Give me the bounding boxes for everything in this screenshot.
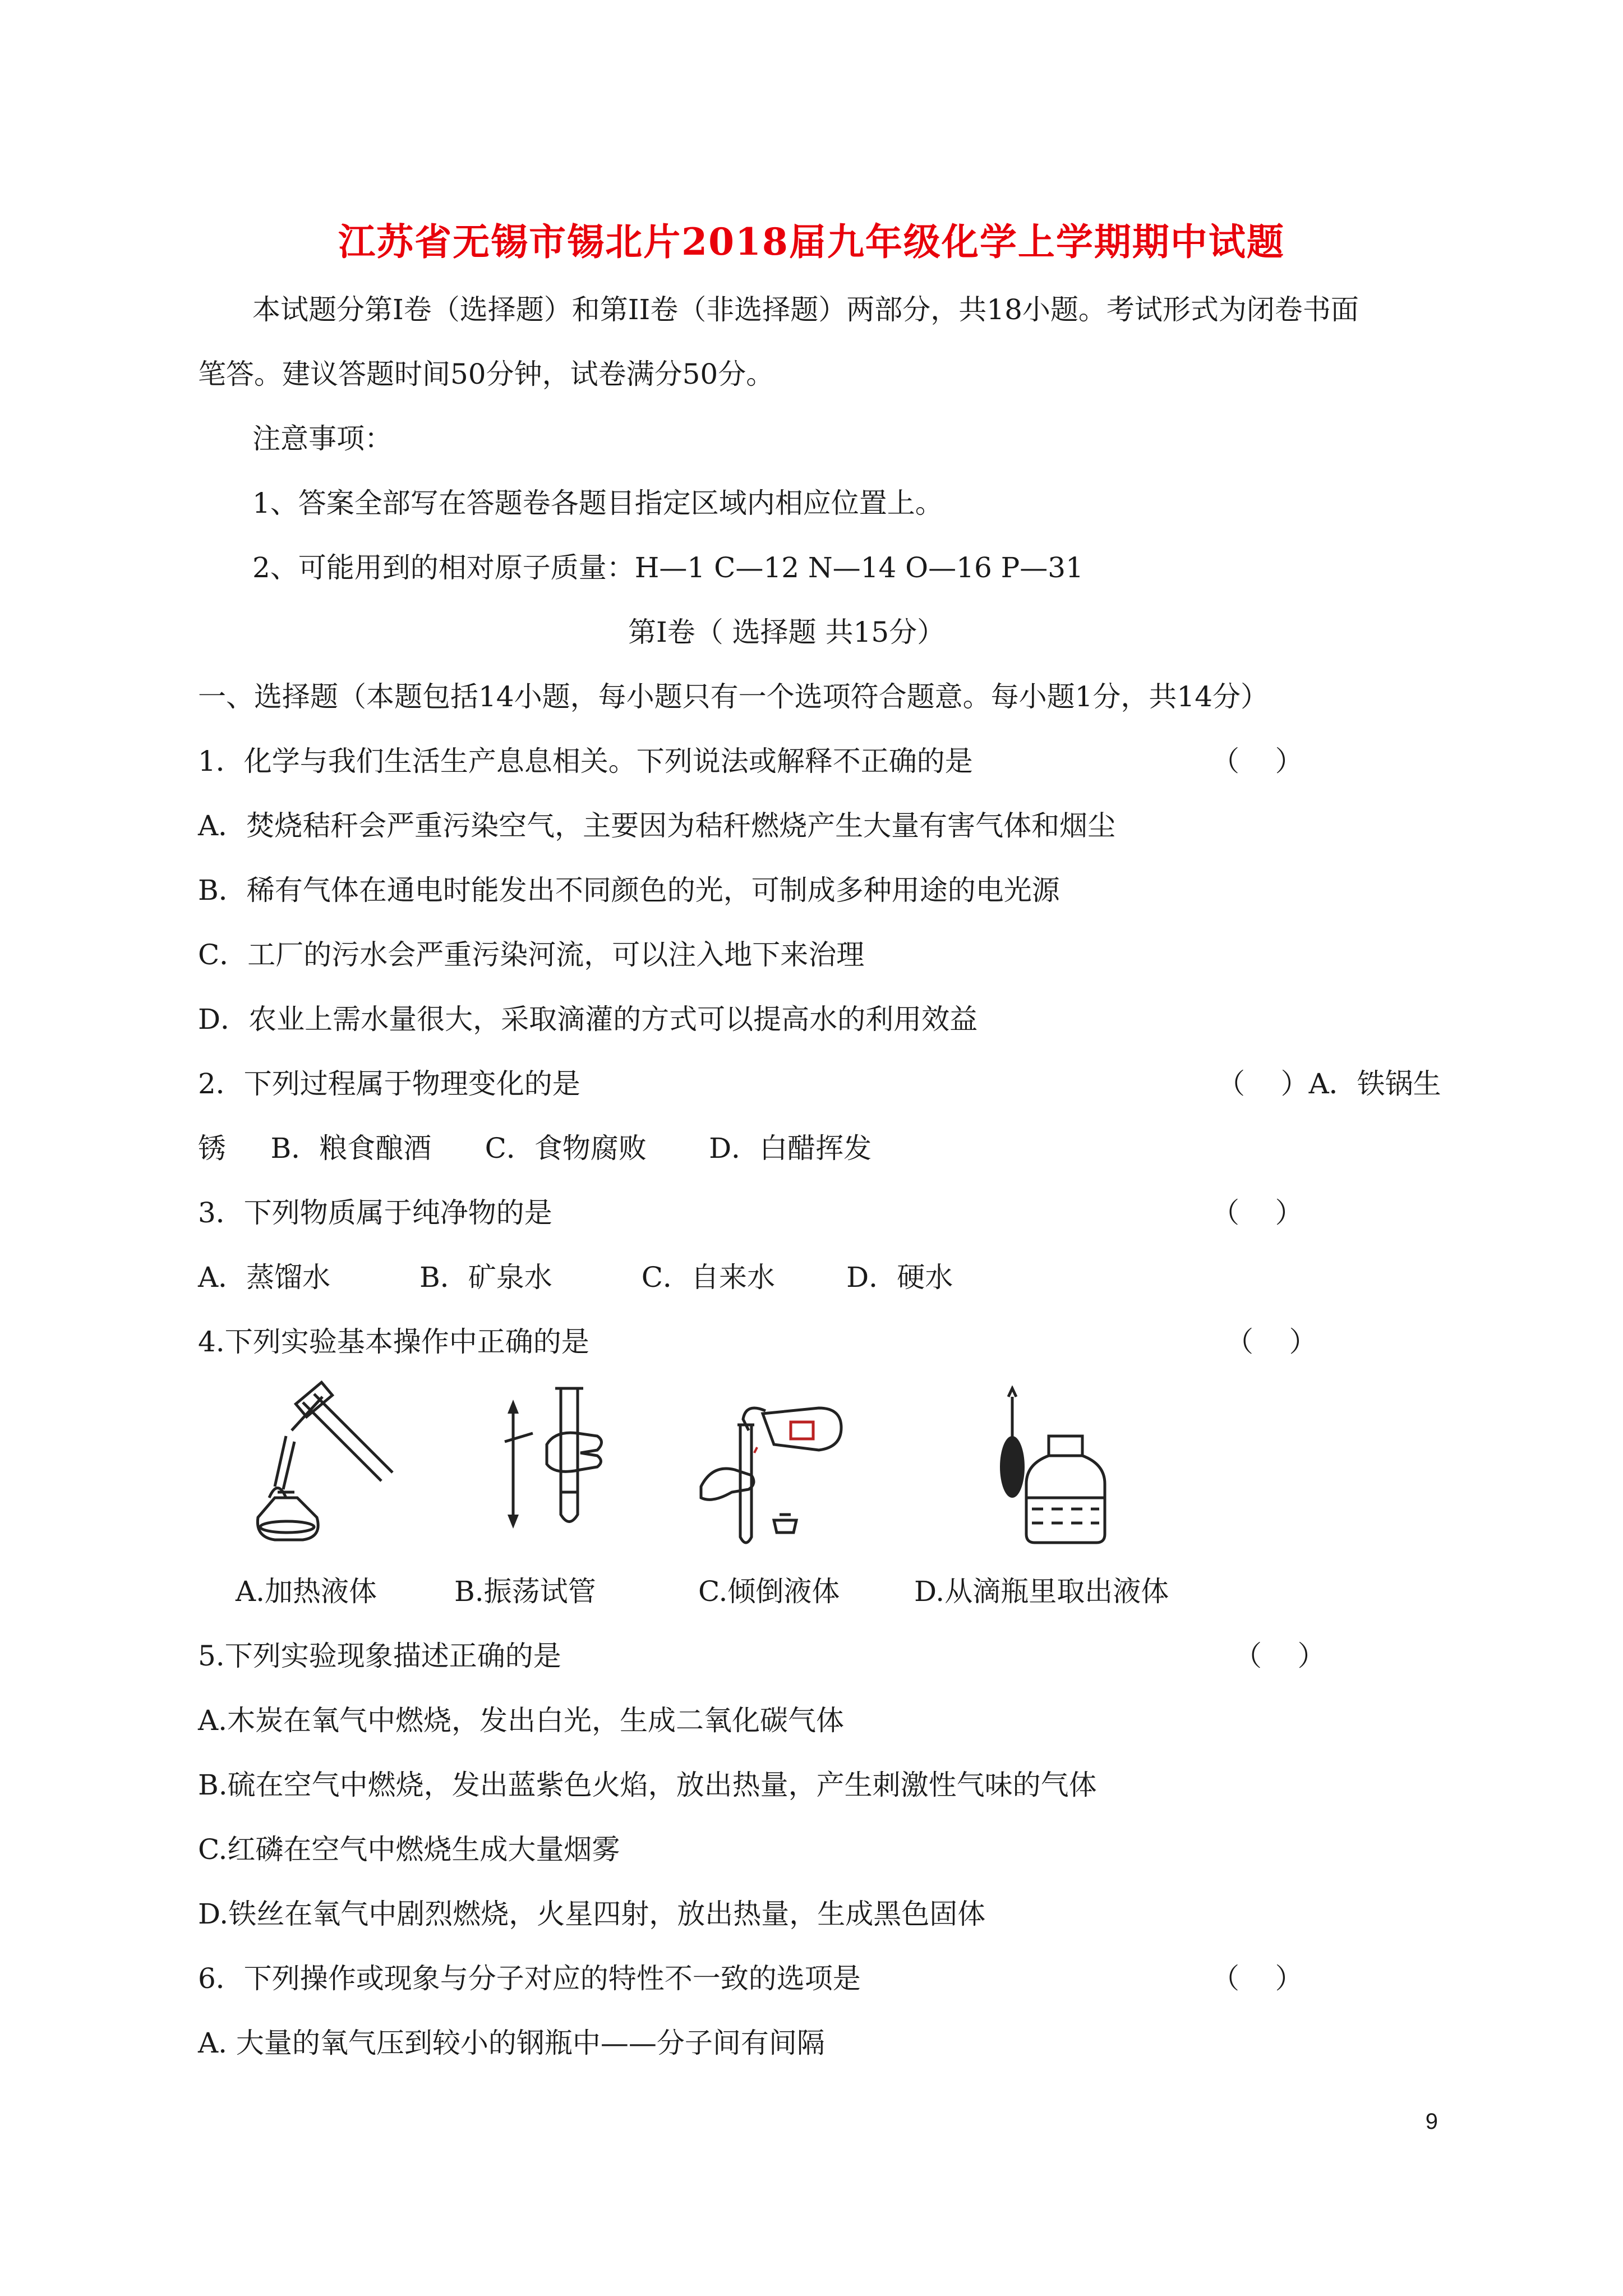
q1-stem: 1．化学与我们生活生产息息相关。下列说法或解释不正确的是: [198, 745, 973, 777]
q4-stem: 4.下列实验基本操作中正确的是: [198, 1326, 589, 1358]
q5-answer-paren: （ ）: [1234, 1640, 1326, 1672]
notice-heading: 注意事项：: [252, 422, 393, 455]
q2-options: 锈 B．粮食酿酒 C．食物腐败 D．白醋挥发: [198, 1132, 872, 1165]
figure-dropper-bottle: [987, 1386, 1133, 1554]
q4-caption-b: B.振荡试管: [454, 1575, 596, 1608]
q4-answer-paren: （ ）: [1225, 1326, 1317, 1358]
q5-option-c: C.红磷在空气中燃烧生成大量烟雾: [198, 1833, 620, 1866]
page-title: 江苏省无锡市锡北片2018届九年级化学上学期期中试题: [338, 220, 1285, 264]
notice-item-1: 1、答案全部写在答题卷各题目指定区域内相应位置上。: [252, 487, 943, 519]
q5-option-b: B.硫在空气中燃烧，发出蓝紫色火焰，放出热量，产生刺激性气味的气体: [198, 1769, 1097, 1801]
notice-item-2: 2、可能用到的相对原子质量：H—1 C—12 N—14 O—16 P—31: [252, 551, 1083, 584]
q2-tail: （ ）A．铁锅生: [1217, 1068, 1441, 1100]
q3-options: A．蒸馏水 B．矿泉水 C．自来水 D．硬水: [198, 1261, 953, 1294]
q4-caption-a: A.加热液体: [236, 1575, 377, 1608]
q1-option-c: C．工厂的污水会严重污染河流，可以注入地下来治理: [198, 938, 865, 971]
figure-shaking-test-tube: [494, 1380, 617, 1554]
intro-line-1: 本试题分第Ⅰ卷（选择题）和第II卷（非选择题）两部分，共18小题。考试形式为闭卷书面: [252, 293, 1359, 326]
q4-caption-c: C.倾倒液体: [698, 1575, 840, 1608]
section-heading: 第Ⅰ卷（ 选择题 共15分）: [628, 616, 946, 648]
figure-heating-liquid: [224, 1380, 404, 1554]
q5-stem: 5.下列实验现象描述正确的是: [198, 1640, 561, 1672]
q5-option-d: D.铁丝在氧气中剧烈燃烧，火星四射，放出热量，生成黑色固体: [198, 1898, 986, 1930]
part-heading: 一、选择题（本题包括14小题，每小题只有一个选项符合题意。每小题1分，共14分）: [198, 680, 1269, 713]
intro-line-2: 笔答。建议答题时间50分钟，试卷满分50分。: [198, 358, 774, 390]
q6-option-a: A. 大量的氧气压到较小的钢瓶中——分子间有间隔: [198, 2027, 825, 2059]
q5-option-a: A.木炭在氧气中燃烧，发出白光，生成二氧化碳气体: [198, 1704, 845, 1737]
q6-stem: 6．下列操作或现象与分子对应的特性不一致的选项是: [198, 1962, 861, 1995]
q3-stem: 3．下列物质属于纯净物的是: [198, 1197, 552, 1229]
q1-answer-paren: （ ）: [1211, 745, 1303, 777]
q1-option-b: B．稀有气体在通电时能发出不同颜色的光，可制成多种用途的电光源: [198, 874, 1060, 907]
page-number: 9: [1425, 2109, 1438, 2134]
q1-option-a: A．焚烧秸秆会严重污染空气，主要因为秸秆燃烧产生大量有害气体和烟尘: [198, 809, 1116, 842]
q1-option-d: D．农业上需水量很大，采取滴灌的方式可以提高水的利用效益: [198, 1003, 978, 1036]
figure-pouring-liquid: [690, 1386, 858, 1554]
q2-stem: 2．下列过程属于物理变化的是: [198, 1068, 580, 1100]
q3-answer-paren: （ ）: [1211, 1197, 1303, 1229]
q4-caption-d: D.从滴瓶里取出液体: [914, 1575, 1169, 1608]
q6-answer-paren: （ ）: [1211, 1962, 1303, 1995]
